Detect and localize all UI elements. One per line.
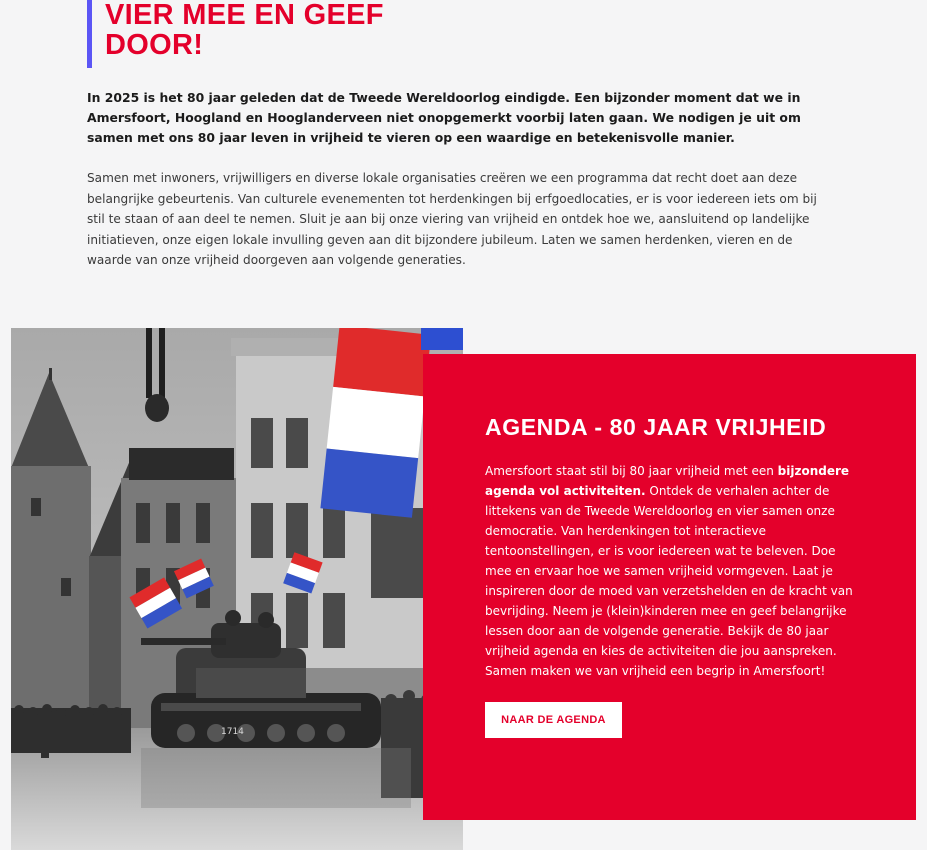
agenda-title: AGENDA - 80 JAAR VRIJHEID xyxy=(485,414,827,440)
intro-bold-paragraph: In 2025 is het 80 jaar geleden dat de Tweede Wereldoorlog eindigde. Een bijzonder moment dat we in Amersfoort, Hoogland en Hooglanderveen niet onopgemerkt voorbij laten gaan. We nodigen je uit om samen met ons 80 jaar leven in vrijheid te vieren op een waardige en betekenisvolle manier. xyxy=(87,90,801,145)
intro-paragraph: Samen met inwoners, vrijwilligers en diverse lokale organisaties creëren we een programma dat recht doet aan deze belangrijke gebeurtenis. Van culturele evenementen tot herdenkingen bij erfgoedlocaties, er is voor iedereen iets om bij stil te staan of aan deel te nemen. Sluit je aan bij onze viering van vrijheid en ontdek hoe we, aansluitend op landelijke initiatieven, onze eigen lokale invulling geven aan dit bijzondere jubileum. Laten we samen herdenken, vieren en de waarde van onze vrijheid doorgeven aan volgende generaties. xyxy=(87,171,817,267)
page-title: VIER MEE EN GEEF DOOR! xyxy=(105,0,384,61)
liberation-photo xyxy=(11,328,463,850)
agenda-text-rest: Ontdek de verhalen achter de littekens van de Tweede Wereldoorlog en vier samen onze democratie. Van herdenkingen tot interactieve tentoonstellingen, er is voor iedereen wat te beleven. Doe mee en ervaar hoe we samen vrijheid vormgeven. Laat je inspireren door de moed van verzetshelden en de kracht van bevrijding. Neem je (klein)kinderen mee en geef belangrijke lessen door aan de volgende generatie. Bekijk de 80 jaar vrijheid agenda en kies de activiteiten die jou aanspreken. Samen maken we van vrijheid een begrip in Amersfoort! xyxy=(485,484,853,678)
agenda-text xyxy=(485,461,855,681)
agenda-text-intro: Amersfoort staat stil bij 80 jaar vrijheid met een xyxy=(485,464,778,478)
tank-number: 1714 xyxy=(221,727,244,737)
agenda-text-highlight: bijzondere agenda vol activiteiten. xyxy=(485,464,850,498)
agenda-button[interactable]: NAAR DE AGENDA xyxy=(485,702,622,738)
title-block xyxy=(87,0,425,68)
agenda-card xyxy=(423,354,916,820)
